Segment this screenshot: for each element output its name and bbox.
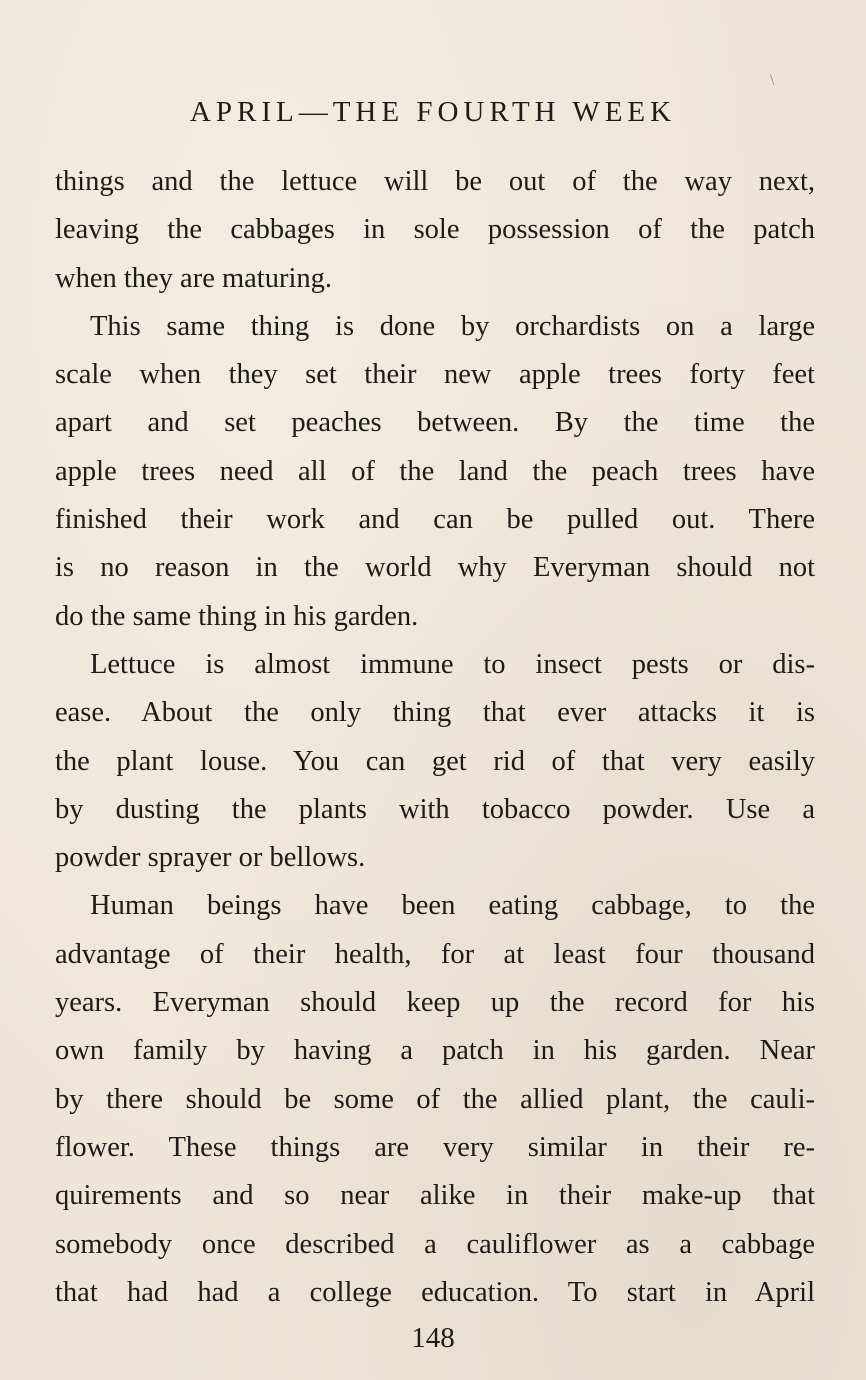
page-number: 148 (411, 1322, 455, 1354)
text-line: flower. These things are very similar in their re- (55, 1131, 815, 1163)
running-head: APRIL—THE FOURTH WEEK (189, 96, 677, 128)
text-line: This same thing is done by orchardists on a large (90, 310, 815, 342)
text-line: quirements and so near alike in their make-up that (55, 1180, 815, 1212)
text-line: things and the lettuce will be out of the way next, (55, 166, 815, 197)
text-line: by there should be some of the allied plant, the cauli- (55, 1083, 815, 1115)
text-line: that had had a college education. To start in April (55, 1276, 815, 1308)
text-line: Lettuce is almost immune to insect pests or dis- (90, 648, 815, 680)
text-line: leaving the cabbages in sole possession of the patch (55, 214, 815, 246)
text-line: years. Everyman should keep up the record for his (55, 987, 815, 1019)
text-line: powder sprayer or bellows. (55, 842, 366, 874)
text-line: when they are maturing. (55, 262, 332, 294)
text-line: apart and set peaches between. By the time the (55, 407, 815, 439)
text-line: by dusting the plants with tobacco powder. Use a (55, 793, 815, 825)
text-line: the plant louse. You can get rid of that very easily (55, 745, 815, 777)
stray-mark: \ (770, 72, 775, 89)
text-line: Human beings have been eating cabbage, to the (90, 890, 815, 922)
text-line: ease. About the only thing that ever attacks it is (55, 697, 815, 729)
body-text (55, 158, 815, 1317)
text-line: do the same thing in his garden. (55, 600, 419, 632)
text-line: own family by having a patch in his garden. Near (55, 1035, 815, 1067)
text-line: is no reason in the world why Everyman should not (55, 552, 815, 584)
text-line: scale when they set their new apple trees forty feet (55, 359, 815, 391)
text-line: finished their work and can be pulled out. There (55, 504, 815, 536)
text-line: advantage of their health, for at least four thousand (55, 938, 815, 970)
text-line: somebody once described a cauliflower as a cabbage (55, 1228, 815, 1260)
text-line: apple trees need all of the land the peach trees have (55, 455, 815, 487)
